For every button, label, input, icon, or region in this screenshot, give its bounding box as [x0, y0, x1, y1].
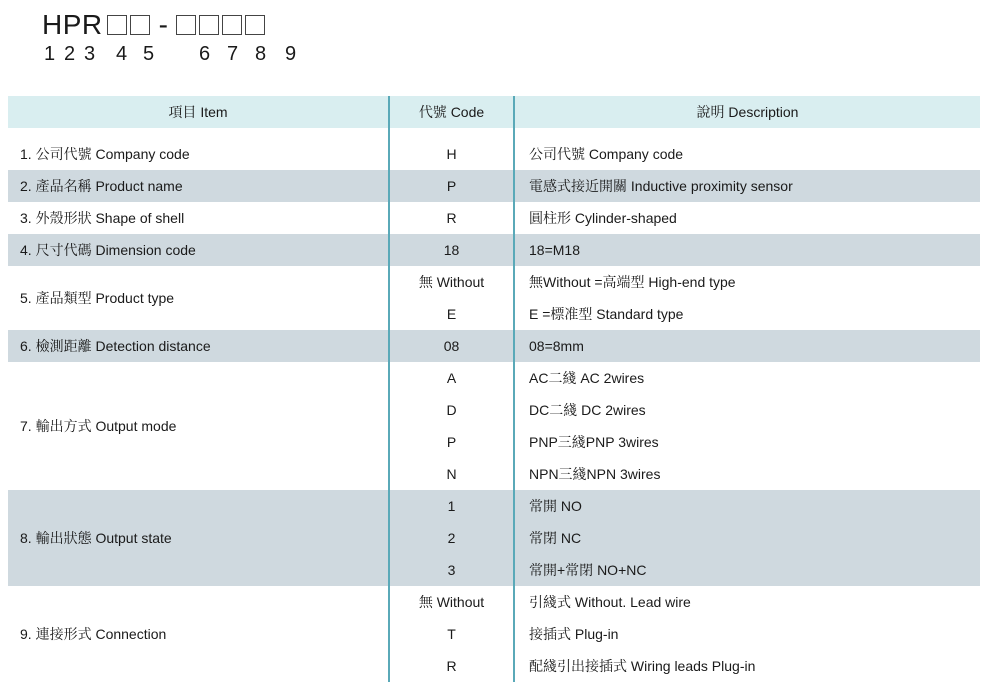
digit-8: 8: [255, 43, 267, 65]
code-cell: 3: [389, 554, 514, 586]
description-cell: E =標准型 Standard type: [514, 298, 980, 330]
code-cell: 1: [389, 490, 514, 522]
code-box-9: [245, 15, 265, 35]
table-header-row: [8, 96, 980, 128]
item-cell: 3. 外殼形狀 Shape of shell: [8, 202, 389, 234]
code-cell: A: [389, 362, 514, 394]
digit-9: 9: [285, 43, 297, 65]
item-cell: 9. 連接形式 Connection: [8, 586, 389, 682]
code-cell: T: [389, 618, 514, 650]
description-cell: NPN三綫NPN 3wires: [514, 458, 980, 490]
code-box-5: [130, 15, 150, 35]
code-cell: P: [389, 170, 514, 202]
table-row: [8, 170, 980, 202]
model-code-template: [42, 8, 268, 42]
table-row: [8, 362, 980, 394]
description-cell: 圓柱形 Cylinder-shaped: [514, 202, 980, 234]
code-cell: R: [389, 650, 514, 682]
code-cell: E: [389, 298, 514, 330]
code-cell: P: [389, 426, 514, 458]
digit-2: 2: [64, 43, 76, 65]
header-description: 說明 Description: [514, 96, 980, 128]
digit-5: 5: [143, 43, 155, 65]
description-cell: 常開 NO: [514, 490, 980, 522]
description-cell: 公司代號 Company code: [514, 138, 980, 170]
table-spacer: [8, 128, 980, 138]
code-box-8: [222, 15, 242, 35]
description-cell: 引綫式 Without. Lead wire: [514, 586, 980, 618]
table-body: [8, 128, 980, 682]
model-prefix: HPR: [42, 9, 103, 40]
code-cell: 無 Without: [389, 586, 514, 618]
code-cell: 08: [389, 330, 514, 362]
code-cell: N: [389, 458, 514, 490]
item-cell: 7. 輸出方式 Output mode: [8, 362, 389, 490]
digit-4: 4: [116, 43, 128, 65]
description-cell: 18=M18: [514, 234, 980, 266]
code-cell: D: [389, 394, 514, 426]
description-cell: 電感式接近開關 Inductive proximity sensor: [514, 170, 980, 202]
position-digits: [0, 43, 400, 67]
code-cell: 2: [389, 522, 514, 554]
description-cell: DC二綫 DC 2wires: [514, 394, 980, 426]
item-cell: 4. 尺寸代碼 Dimension code: [8, 234, 389, 266]
header-code: 代號 Code: [389, 96, 514, 128]
digit-6: 6: [199, 43, 211, 65]
item-cell: 8. 輸出狀態 Output state: [8, 490, 389, 586]
code-cell: 無 Without: [389, 266, 514, 298]
description-cell: 常開+常閉 NO+NC: [514, 554, 980, 586]
description-cell: AC二綫 AC 2wires: [514, 362, 980, 394]
table-row: [8, 234, 980, 266]
model-code-table: [8, 96, 980, 682]
description-cell: 08=8mm: [514, 330, 980, 362]
item-cell: 1. 公司代號 Company code: [8, 138, 389, 170]
code-box-6: [176, 15, 196, 35]
digit-1: 1: [44, 43, 56, 65]
digit-3: 3: [84, 43, 96, 65]
table-row: [8, 330, 980, 362]
digit-7: 7: [227, 43, 239, 65]
table-row: [8, 586, 980, 618]
code-cell: 18: [389, 234, 514, 266]
description-cell: 接插式 Plug-in: [514, 618, 980, 650]
table-row: [8, 202, 980, 234]
item-cell: 2. 產品名稱 Product name: [8, 170, 389, 202]
table-row: [8, 490, 980, 522]
table-row: [8, 266, 980, 298]
item-cell: 6. 檢測距離 Detection distance: [8, 330, 389, 362]
code-dash: -: [158, 9, 168, 40]
table-row: [8, 138, 980, 170]
code-cell: R: [389, 202, 514, 234]
description-cell: 配綫引出接插式 Wiring leads Plug-in: [514, 650, 980, 682]
description-cell: PNP三綫PNP 3wires: [514, 426, 980, 458]
description-cell: 無Without =高端型 High-end type: [514, 266, 980, 298]
code-cell: H: [389, 138, 514, 170]
code-box-4: [107, 15, 127, 35]
description-cell: 常閉 NC: [514, 522, 980, 554]
header-item: 項目 Item: [8, 96, 389, 128]
code-box-7: [199, 15, 219, 35]
item-cell: 5. 產品類型 Product type: [8, 266, 389, 330]
